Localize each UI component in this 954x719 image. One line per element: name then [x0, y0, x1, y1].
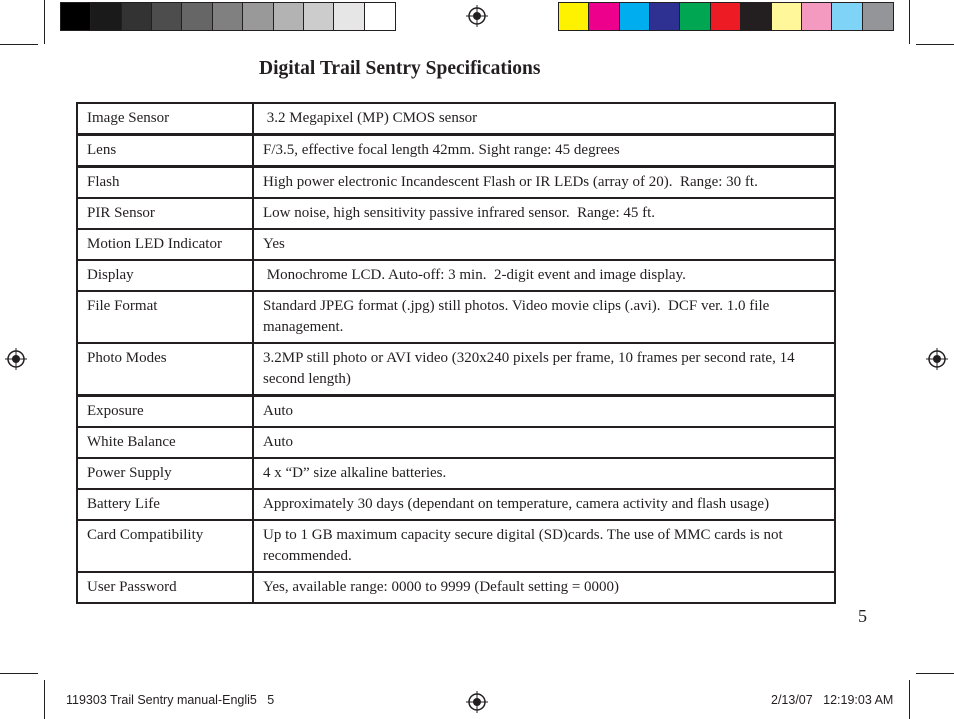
table-row [77, 291, 835, 343]
table-row [77, 427, 835, 458]
process-swatch [559, 3, 589, 30]
spec-value: Auto [253, 427, 835, 458]
spec-value: Monochrome LCD. Auto-off: 3 min. 2-digit event and image display. [253, 260, 835, 291]
table-row [77, 135, 835, 167]
grayscale-swatch [91, 3, 121, 30]
spec-label: Motion LED Indicator [77, 229, 253, 260]
spec-label: PIR Sensor [77, 198, 253, 229]
process-swatch [680, 3, 710, 30]
process-swatch [589, 3, 619, 30]
registration-mark-left-icon [5, 348, 27, 370]
process-swatch [863, 3, 893, 30]
table-row [77, 260, 835, 291]
grayscale-swatch [213, 3, 243, 30]
spec-label: Card Compatibility [77, 520, 253, 572]
registration-mark-bottom-icon [466, 691, 488, 713]
process-swatch [620, 3, 650, 30]
spec-label: Power Supply [77, 458, 253, 489]
spec-value: High power electronic Incandescent Flash or IR LEDs (array of 20). Range: 30 ft. [253, 167, 835, 199]
spec-label: Display [77, 260, 253, 291]
table-row [77, 229, 835, 260]
grayscale-swatch [243, 3, 273, 30]
crop-mark-top-right-h [916, 44, 954, 45]
grayscale-swatch [334, 3, 364, 30]
slug-timestamp: 2/13/07 12:19:03 AM [771, 693, 894, 707]
crop-mark-bottom-right-v [909, 680, 910, 719]
spec-value: 4 x “D” size alkaline batteries. [253, 458, 835, 489]
slug-file-info: 119303 Trail Sentry manual-Engli5 5 [66, 693, 275, 707]
registration-mark-right-icon [926, 348, 948, 370]
table-row [77, 198, 835, 229]
grayscale-swatch [304, 3, 334, 30]
table-row [77, 572, 835, 603]
process-swatch [832, 3, 862, 30]
process-swatch [650, 3, 680, 30]
process-swatch [711, 3, 741, 30]
grayscale-swatch [61, 3, 91, 30]
spec-value: Standard JPEG format (.jpg) still photos. Video movie clips (.avi). DCF ver. 1.0 file management. [253, 291, 835, 343]
grayscale-swatch [365, 3, 395, 30]
crop-mark-bottom-left-h [0, 673, 38, 674]
registration-mark-top-icon [466, 5, 488, 27]
table-row [77, 167, 835, 199]
spec-label: File Format [77, 291, 253, 343]
spec-label: Lens [77, 135, 253, 167]
spec-label: Battery Life [77, 489, 253, 520]
table-row [77, 458, 835, 489]
spec-label: Photo Modes [77, 343, 253, 396]
table-row [77, 489, 835, 520]
grayscale-swatch [152, 3, 182, 30]
spec-value: Approximately 30 days (dependant on temperature, camera activity and flash usage) [253, 489, 835, 520]
specifications-table [76, 102, 836, 604]
spec-label: White Balance [77, 427, 253, 458]
spec-value: 3.2MP still photo or AVI video (320x240 pixels per frame, 10 frames per second rate, 14 second length) [253, 343, 835, 396]
crop-mark-top-left-v [44, 0, 45, 44]
process-swatch [741, 3, 771, 30]
spec-label: Flash [77, 167, 253, 199]
process-swatch [772, 3, 802, 30]
grayscale-swatch [122, 3, 152, 30]
table-row [77, 396, 835, 428]
table-row [77, 103, 835, 135]
crop-mark-bottom-right-h [916, 673, 954, 674]
grayscale-swatch [182, 3, 212, 30]
table-row [77, 520, 835, 572]
spec-value: Yes [253, 229, 835, 260]
spec-value: F/3.5, effective focal length 42mm. Sight range: 45 degrees [253, 135, 835, 167]
process-swatch [802, 3, 832, 30]
spec-label: User Password [77, 572, 253, 603]
spec-value: Low noise, high sensitivity passive infrared sensor. Range: 45 ft. [253, 198, 835, 229]
spec-value: 3.2 Megapixel (MP) CMOS sensor [253, 103, 835, 135]
crop-mark-top-left-h [0, 44, 38, 45]
spec-value: Up to 1 GB maximum capacity secure digital (SD)cards. The use of MMC cards is not recommended. [253, 520, 835, 572]
grayscale-swatch [274, 3, 304, 30]
grayscale-color-bar [60, 2, 396, 31]
spec-label: Image Sensor [77, 103, 253, 135]
page-number: 5 [858, 606, 867, 626]
table-row [77, 343, 835, 396]
spec-label: Exposure [77, 396, 253, 428]
spec-value: Yes, available range: 0000 to 9999 (Default setting = 0000) [253, 572, 835, 603]
page-title: Digital Trail Sentry Specifications [259, 58, 541, 79]
crop-mark-top-right-v [909, 0, 910, 44]
process-color-bar [558, 2, 894, 31]
spec-value: Auto [253, 396, 835, 428]
crop-mark-bottom-left-v [44, 680, 45, 719]
